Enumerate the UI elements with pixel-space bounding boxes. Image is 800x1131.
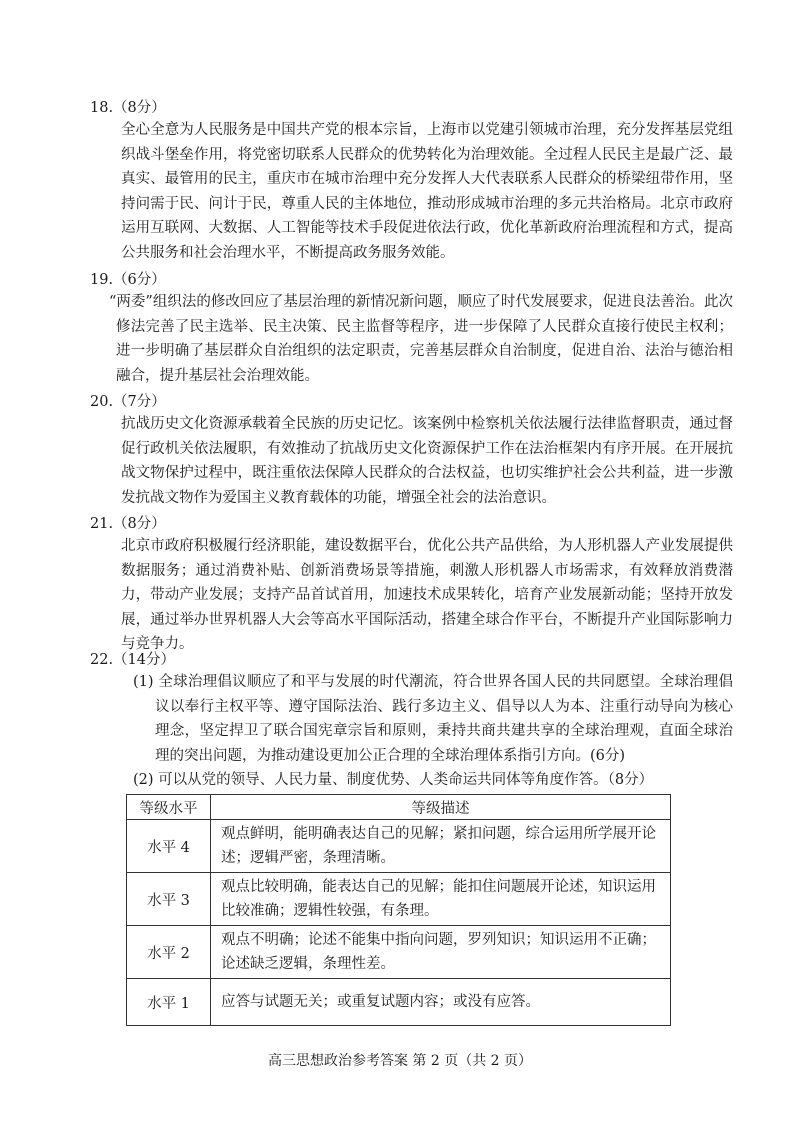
question-21-answer: 北京市政府积极履行经济职能，建设数据平台，优化公共产品供给，为人形机器人产业发展提供数据服务；通过消费补贴、创新消费场景等措施，刺激人形机器人市场需求，有效释放消费潜力，带动产业发展；支持产品首试首用，加速技术成果转化，培育产业发展新动能；坚持开放发展，通过举办世界机器人大会等高水平国际活动，搭建全球合作平台，不断提升产业国际影响力与竞争力。 bbox=[121, 538, 733, 653]
grading-table bbox=[126, 794, 671, 1026]
table-row bbox=[127, 820, 671, 873]
question-22-part-2: (2) 可以从党的领导、人民力量、制度优势、人类命运共同体等角度作答。（8分） bbox=[133, 772, 654, 789]
header-level: 等级水平 bbox=[127, 795, 211, 820]
question-18 bbox=[90, 98, 733, 266]
level-cell: 水平 1 bbox=[127, 979, 211, 1026]
question-20-number: 20.（7分） bbox=[90, 394, 166, 410]
question-20-answer: 抗战历史文化资源承载着全民族的历史记忆。该案例中检察机关依法履行法律监督职责，通过督促行政机关依法履职，有效推动了抗战历史文化资源保护工作在法治框架内有序开展。在开展抗战文物保护过程中，既注重依法保障人民群众的合法权益，也切实维护社会公共利益，进一步激发抗战文物作为爱国主义教育载体的功能，增强全社会的法治意识。 bbox=[121, 416, 733, 506]
question-18-number: 18.（8分） bbox=[90, 100, 166, 116]
description-cell: 观点不明确；论述不能集中指向问题，罗列知识；知识运用不正确；论述缺乏逻辑，条理性差。 bbox=[211, 926, 671, 979]
level-cell: 水平 4 bbox=[127, 820, 211, 873]
question-22 bbox=[90, 650, 733, 793]
grading-table-header bbox=[127, 795, 671, 820]
question-20 bbox=[90, 392, 733, 510]
description-cell: 应答与试题无关；或重复试题内容；或没有应答。 bbox=[211, 979, 671, 1026]
table-row bbox=[127, 873, 671, 926]
description-cell: 观点鲜明，能明确表达自己的见解；紧扣问题，综合运用所学展开论述；逻辑严密，条理清晰。 bbox=[211, 820, 671, 873]
header-description: 等级描述 bbox=[211, 795, 671, 820]
page-footer: 高三思想政治参考答案 第 2 页（共 2 页） bbox=[267, 1053, 533, 1069]
question-18-answer: 全心全意为人民服务是中国共产党的根本宗旨，上海市以党建引领城市治理，充分发挥基层党组织战斗堡垒作用，将党密切联系人民群众的优势转化为治理效能。全过程人民民主是最广泛、最真实、最管用的民主，重庆市在城市治理中充分发挥人大代表联系人民群众的桥梁纽带作用，坚持问需于民、问计于民，尊重人民的主体地位，推动形成城市治理的多元共治格局。北京市政府运用互联网、大数据、人工智能等技术手段促进依法行政，优化革新政府治理流程和方式，提高公共服务和社会治理水平，不断提高政务服务效能。 bbox=[121, 122, 733, 261]
question-19-number: 19.（6分） bbox=[90, 272, 166, 288]
level-cell: 水平 3 bbox=[127, 873, 211, 926]
table-row bbox=[127, 926, 671, 979]
question-19-answer: “两委”组织法的修改回应了基层治理的新情况新问题，顺应了时代发展要求，促进良法善治。此次修法完善了民主选举、民主决策、民主监督等程序，进一步保障了人民群众直接行使民主权利；进一步明确了基层群众自治组织的法定职责，完善基层群众自治制度，促进自治、法治与德治相融合，提升基层社会治理效能。 bbox=[109, 294, 733, 384]
question-21 bbox=[90, 514, 733, 657]
question-22-number: 22.（14分） bbox=[90, 652, 176, 668]
question-22-part-1: (1) 全球治理倡议顺应了和平与发展的时代潮流，符合世界各国人民的共同愿望。全球治理倡议以奉行主权平等、遵守国际法治、践行多边主义、倡导以人为本、注重行动导向为核心理念，坚定捍卫了联合国宪章宗旨和原则，秉持共商共建共享的全球治理观，直面全球治理的突出问题，为推动建设更加公正合理的全球治理体系指引方向。(6分) bbox=[133, 674, 733, 764]
description-cell: 观点比较明确，能表达自己的见解；能扣住问题展开论述，知识运用比较准确；逻辑性较强，有条理。 bbox=[211, 873, 671, 926]
table-row bbox=[127, 979, 671, 1026]
question-19 bbox=[90, 270, 733, 388]
level-cell: 水平 2 bbox=[127, 926, 211, 979]
question-21-number: 21.（8分） bbox=[90, 516, 166, 532]
